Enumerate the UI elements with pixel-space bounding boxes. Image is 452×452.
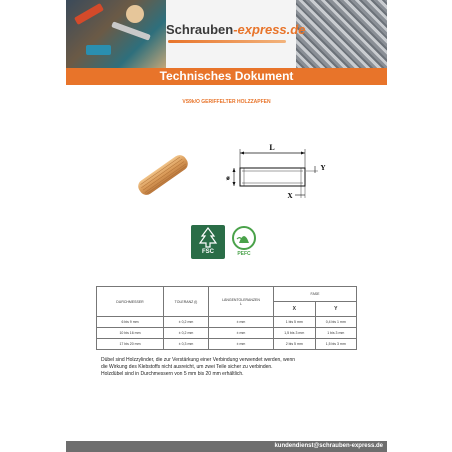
header-length-tolerance: LÄNGENTOLERANZEN L <box>209 287 274 317</box>
header-y: Y <box>315 302 357 317</box>
brand-logo[interactable] <box>166 22 316 42</box>
label-diameter: ø <box>226 174 230 182</box>
logo-swoosh <box>168 40 286 43</box>
label-x: X <box>287 192 293 200</box>
pefc-label: PEFC <box>237 251 251 257</box>
brand-name-accent: -express.de <box>233 22 306 37</box>
table-row: 6 bis 9 mm ± 0,2 mm ± mm 1 bis 5 mm 0,4 bis 1 mm <box>97 317 357 328</box>
document-title: Technisches Dokument <box>159 69 294 83</box>
header-diameter: DURCHMESSER <box>97 287 164 317</box>
label-y: Y <box>320 164 326 172</box>
description <box>101 357 361 378</box>
description-line: Dübel sind Holzzylinder, die zur Verstärkung einer Verbindung verwendet werden, wenn <box>101 357 296 363</box>
technical-drawing <box>222 140 332 210</box>
description-line: Holzdübel sind in Durchmessern von 5 mm bis 20 mm erhältlich. <box>101 371 244 377</box>
dowel-image <box>133 150 193 200</box>
document-subtitle: VS9k/O GERIFFELTER HOLZZAPFEN <box>182 99 271 105</box>
footer-email-link[interactable]: kundendienst@schrauben-express.de <box>274 443 383 449</box>
table-row: 10 bis 16 mm ± 0,2 mm ± mm 1,5 bis 3 mm 1 bis 3 mm <box>97 328 357 339</box>
fsc-label: FSC <box>202 249 214 255</box>
fsc-tree-icon <box>191 225 225 251</box>
table-row: 17 bis 20 mm ± 0,3 mm ± mm 2 bis 5 mm 1,5 bis 3 mm <box>97 339 357 350</box>
description-line: die Wirkung des Klebstoffs nicht ausreicht, um zwei Teile sicher zu verbinden. <box>101 364 273 370</box>
header-x: X <box>274 302 316 317</box>
header-fase: FASE <box>274 287 357 302</box>
spec-table <box>96 286 357 350</box>
header-tolerance: TOLERANZ (i) <box>164 287 209 317</box>
header-photo-tools <box>66 0 166 70</box>
label-length: L <box>269 143 275 152</box>
brand-name-main: Schrauben <box>166 22 234 37</box>
